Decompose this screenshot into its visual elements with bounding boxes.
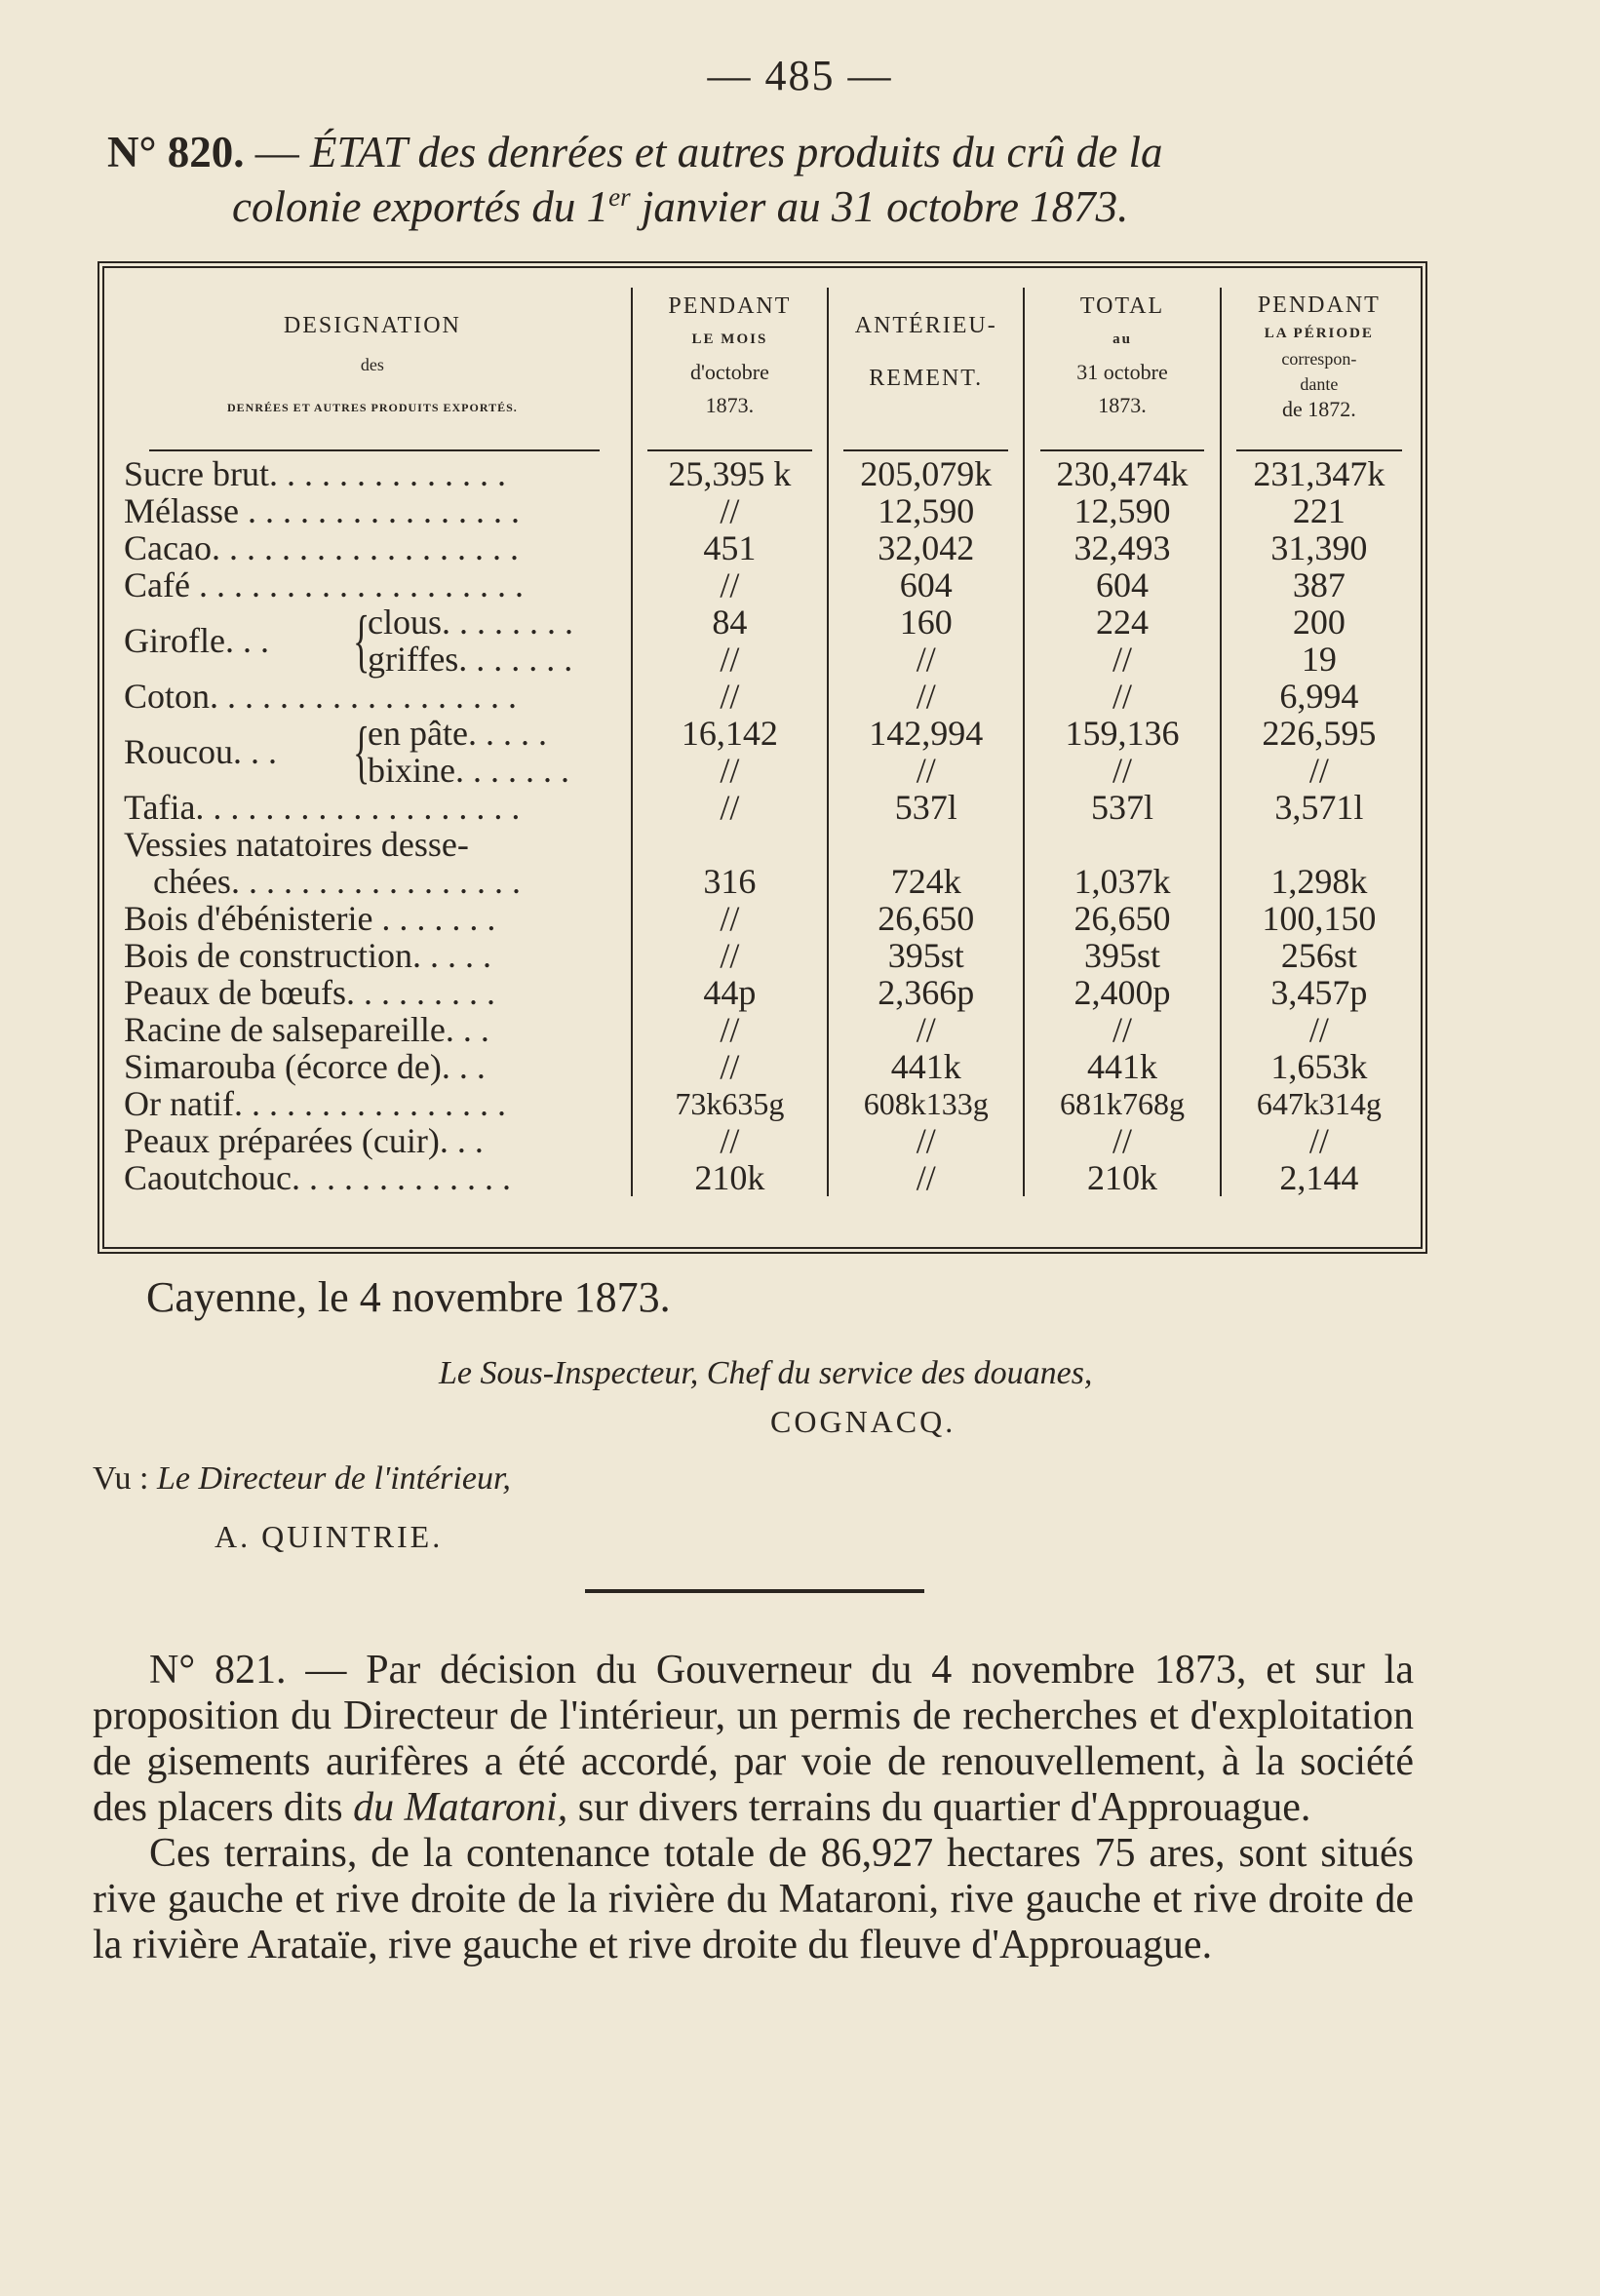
- row-label: Cacao. . . . . . . . . . . . . . . . . .: [124, 528, 519, 567]
- header-c1-l4: 1873.: [705, 393, 755, 417]
- header-c3-l4: 1873.: [1098, 393, 1147, 417]
- cell-mois: //: [632, 678, 828, 715]
- decision-p1-italic: du Mataroni,: [353, 1785, 568, 1830]
- export-table: [114, 288, 1417, 1196]
- header-c4-l5: de 1872.: [1281, 397, 1356, 421]
- table-row: [114, 455, 1417, 492]
- header-c1-l1: PENDANT: [668, 293, 792, 319]
- cell-total: //: [1024, 641, 1220, 678]
- cell-total: //: [1024, 752, 1220, 789]
- header-c2-l1: ANTÉRIEU-: [854, 313, 997, 338]
- table-row: [114, 789, 1417, 826]
- signature-role: Le Sous-Inspecteur, Chef du service des douanes,: [439, 1355, 1093, 1391]
- row-label: Peaux de bœufs. . . . . . . . .: [124, 973, 495, 1012]
- cell-1872: 19: [1221, 641, 1417, 678]
- cell-mois: [632, 826, 828, 863]
- header-c1-l2: LE MOIS: [691, 331, 768, 347]
- cell-1872: 1,298k: [1221, 863, 1417, 900]
- table-row: [114, 492, 1417, 529]
- cell-mois: //: [632, 900, 828, 937]
- cell-mois: 210k: [632, 1159, 828, 1196]
- row-label: Simarouba (écorce de). . .: [124, 1047, 486, 1086]
- table-row: [114, 863, 1417, 900]
- header-designation: [114, 288, 632, 438]
- header-c2-l2: REMENT.: [869, 366, 984, 391]
- document-title: [107, 125, 1433, 234]
- cell-1872: 200: [1221, 603, 1417, 641]
- cell-anterieur: 142,994: [828, 715, 1024, 752]
- girofle-label: Girofle. . .: [124, 621, 269, 660]
- header-c3-l3: 31 octobre: [1076, 360, 1168, 384]
- row-label: Vessies natatoires desse-: [124, 825, 469, 864]
- cell-mois: //: [632, 566, 828, 603]
- cell-anterieur: //: [828, 1122, 1024, 1159]
- header-c4-l2: LA PÉRIODE: [1264, 326, 1374, 341]
- header-designation-l2: des: [360, 355, 384, 374]
- cell-anterieur: 608k133g: [828, 1085, 1024, 1122]
- cell-total: 2,400p: [1024, 974, 1220, 1011]
- table-row: [114, 826, 1417, 863]
- cell-1872: //: [1221, 752, 1417, 789]
- decision-paragraph-2: Ces terrains, de la contenance totale de 86,927 hectares 75 ares, sont situés rive gauche et rive droite de la rivière du Mataroni, rive gauche et rive droite de la rivière Arataïe, rive gauche et rive droite du fleuve d'Approuague.: [93, 1831, 1414, 1967]
- header-designation-l3: DENRÉES ET AUTRES PRODUITS EXPORTÉS.: [227, 401, 518, 414]
- row-label: Racine de salsepareille. . .: [124, 1010, 489, 1049]
- cell-total: 26,650: [1024, 900, 1220, 937]
- header-separator: [114, 438, 1417, 455]
- cell-1872: //: [1221, 1122, 1417, 1159]
- roucou-bixine-label: bixine. . . . . . .: [368, 751, 569, 790]
- cell-total: [1024, 826, 1220, 863]
- cell-anterieur: //: [828, 641, 1024, 678]
- table-row: [114, 900, 1417, 937]
- cell-total: 681k768g: [1024, 1085, 1220, 1122]
- table-row-girofle-clous: [114, 603, 1417, 641]
- decision-p1-a: — Par décision du Gouverneur du 4 novembre 1873, et sur la proposition du Directeur de l'intérieur, un permis de recherches et d'exploitation de gisements aurifères a été accordé, par voie de renouvellement, à la société des placers dits: [93, 1648, 1414, 1830]
- cell-total: 395st: [1024, 937, 1220, 974]
- title-line2-sup: er: [608, 182, 631, 212]
- cell-1872: 647k314g: [1221, 1085, 1417, 1122]
- title-dash: —: [254, 128, 299, 176]
- cell-anterieur: 12,590: [828, 492, 1024, 529]
- girofle-clous-label: clous. . . . . . . .: [368, 603, 573, 642]
- header-c1-l3: d'octobre: [689, 360, 769, 384]
- cell-mois: 451: [632, 529, 828, 566]
- table-row: [114, 1159, 1417, 1196]
- cell-mois: 25,395 k: [632, 455, 828, 492]
- cell-mois: //: [632, 1011, 828, 1048]
- cell-1872: 1,653k: [1221, 1048, 1417, 1085]
- row-label-girofle: [114, 603, 632, 678]
- cell-total: 224: [1024, 603, 1220, 641]
- cell-anterieur: //: [828, 1159, 1024, 1196]
- cell-1872: 387: [1221, 566, 1417, 603]
- cell-total: //: [1024, 1122, 1220, 1159]
- cell-anterieur: 2,366p: [828, 974, 1024, 1011]
- cell-total: 537l: [1024, 789, 1220, 826]
- cell-total: //: [1024, 1011, 1220, 1048]
- header-c3-l1: TOTAL: [1079, 293, 1165, 319]
- cell-anterieur: 441k: [828, 1048, 1024, 1085]
- row-label: Tafia. . . . . . . . . . . . . . . . . . .: [124, 788, 521, 827]
- vu-prefix: Vu :: [93, 1460, 149, 1497]
- title-line2-b: janvier au 31 octobre 1873.: [630, 182, 1129, 231]
- header-anterieurement: [828, 288, 1024, 438]
- cell-1872: 221: [1221, 492, 1417, 529]
- cell-anterieur: [828, 826, 1024, 863]
- row-label-roucou: [114, 715, 632, 789]
- table-row: [114, 937, 1417, 974]
- row-label: Caoutchouc. . . . . . . . . . . . .: [124, 1158, 511, 1197]
- cell-mois: 316: [632, 863, 828, 900]
- cell-total: 1,037k: [1024, 863, 1220, 900]
- header-c3-l2: au: [1112, 331, 1132, 347]
- cell-1872: 3,457p: [1221, 974, 1417, 1011]
- cell-mois: //: [632, 1048, 828, 1085]
- roucou-label: Roucou. . .: [124, 732, 277, 771]
- row-label: Café . . . . . . . . . . . . . . . . . . .: [124, 565, 524, 604]
- header-total: [1024, 288, 1220, 438]
- header-c4-l1: PENDANT: [1257, 292, 1381, 318]
- table-row: [114, 1011, 1417, 1048]
- row-label: chées. . . . . . . . . . . . . . . . .: [153, 862, 521, 901]
- row-label: Or natif. . . . . . . . . . . . . . . .: [124, 1084, 506, 1123]
- row-label: Bois d'ébénisterie . . . . . . .: [124, 899, 496, 938]
- row-label: Coton. . . . . . . . . . . . . . . . . .: [124, 677, 518, 716]
- cell-mois: //: [632, 752, 828, 789]
- export-table-frame: [98, 261, 1427, 1254]
- table-header-row: [114, 288, 1417, 438]
- cell-total: 441k: [1024, 1048, 1220, 1085]
- header-pendant-mois: [632, 288, 828, 438]
- brace-glyph: {: [353, 602, 371, 680]
- table-row: [114, 1048, 1417, 1085]
- cell-total: 230,474k: [1024, 455, 1220, 492]
- row-label: Bois de construction. . . . .: [124, 936, 491, 975]
- header-c4-l4: dante: [1300, 374, 1339, 394]
- table-row: [114, 678, 1417, 715]
- table-row: [114, 1122, 1417, 1159]
- cell-mois: //: [632, 641, 828, 678]
- cell-anterieur: //: [828, 752, 1024, 789]
- cell-total: 32,493: [1024, 529, 1220, 566]
- cell-anterieur: 26,650: [828, 900, 1024, 937]
- cell-mois: 16,142: [632, 715, 828, 752]
- cell-1872: 2,144: [1221, 1159, 1417, 1196]
- header-c4-l3: correspon-: [1281, 349, 1357, 369]
- decision-p1-b: sur divers terrains du quartier d'Approuague.: [567, 1785, 1311, 1830]
- table-row: [114, 974, 1417, 1011]
- cell-anterieur: 205,079k: [828, 455, 1024, 492]
- cell-1872: 6,994: [1221, 678, 1417, 715]
- brace-glyph: {: [353, 713, 371, 791]
- title-line1: ÉTAT des denrées et autres produits du crû de la: [310, 128, 1163, 176]
- cell-1872: [1221, 826, 1417, 863]
- cell-anterieur: 604: [828, 566, 1024, 603]
- girofle-griffes-label: griffes. . . . . . .: [368, 640, 573, 679]
- page-number: — 485 —: [707, 52, 893, 99]
- cell-anterieur: 32,042: [828, 529, 1024, 566]
- cell-total: //: [1024, 678, 1220, 715]
- row-label: Sucre brut. . . . . . . . . . . . . .: [124, 454, 506, 493]
- cell-total: 604: [1024, 566, 1220, 603]
- cell-anterieur: //: [828, 678, 1024, 715]
- cell-1872: 231,347k: [1221, 455, 1417, 492]
- title-line2-a: colonie exportés du 1: [232, 182, 609, 231]
- cell-mois: 84: [632, 603, 828, 641]
- decision-text: [93, 1648, 1414, 1968]
- cell-anterieur: 537l: [828, 789, 1024, 826]
- cell-1872: //: [1221, 1011, 1417, 1048]
- header-designation-l1: DESIGNATION: [283, 313, 461, 338]
- cell-1872: 226,595: [1221, 715, 1417, 752]
- divider-rule: [585, 1589, 924, 1593]
- cell-mois: 73k635g: [632, 1085, 828, 1122]
- roucou-pate-label: en pâte. . . . .: [368, 714, 547, 753]
- row-label: Peaux préparées (cuir). . .: [124, 1121, 484, 1160]
- cell-1872: 3,571l: [1221, 789, 1417, 826]
- cell-anterieur: 160: [828, 603, 1024, 641]
- decision-number: N° 821.: [149, 1648, 287, 1693]
- cell-mois: //: [632, 789, 828, 826]
- cell-anterieur: //: [828, 1011, 1024, 1048]
- place-date: Cayenne, le 4 novembre 1873.: [146, 1273, 671, 1321]
- table-row: [114, 1085, 1417, 1122]
- cell-1872: 256st: [1221, 937, 1417, 974]
- table-row: [114, 529, 1417, 566]
- cell-anterieur: 724k: [828, 863, 1024, 900]
- cell-anterieur: 395st: [828, 937, 1024, 974]
- cell-mois: //: [632, 1122, 828, 1159]
- cell-total: 12,590: [1024, 492, 1220, 529]
- cell-1872: 31,390: [1221, 529, 1417, 566]
- vu-name: A. QUINTRIE.: [215, 1519, 444, 1554]
- cell-1872: 100,150: [1221, 900, 1417, 937]
- table-row-roucou-pate: [114, 715, 1417, 752]
- cell-mois: //: [632, 937, 828, 974]
- title-number: N° 820.: [107, 128, 245, 176]
- cell-mois: //: [632, 492, 828, 529]
- signature-name: COGNACQ.: [770, 1404, 956, 1439]
- table-row: [114, 566, 1417, 603]
- decision-paragraph-1: [93, 1648, 1414, 1831]
- cell-total: 159,136: [1024, 715, 1220, 752]
- title-line2: [107, 179, 1433, 234]
- cell-mois: 44p: [632, 974, 828, 1011]
- cell-total: 210k: [1024, 1159, 1220, 1196]
- vu-line: [93, 1460, 511, 1498]
- header-periode-correspondante: [1221, 288, 1417, 438]
- row-label: Mélasse . . . . . . . . . . . . . . . .: [124, 491, 520, 530]
- vu-role: Le Directeur de l'intérieur,: [156, 1460, 511, 1497]
